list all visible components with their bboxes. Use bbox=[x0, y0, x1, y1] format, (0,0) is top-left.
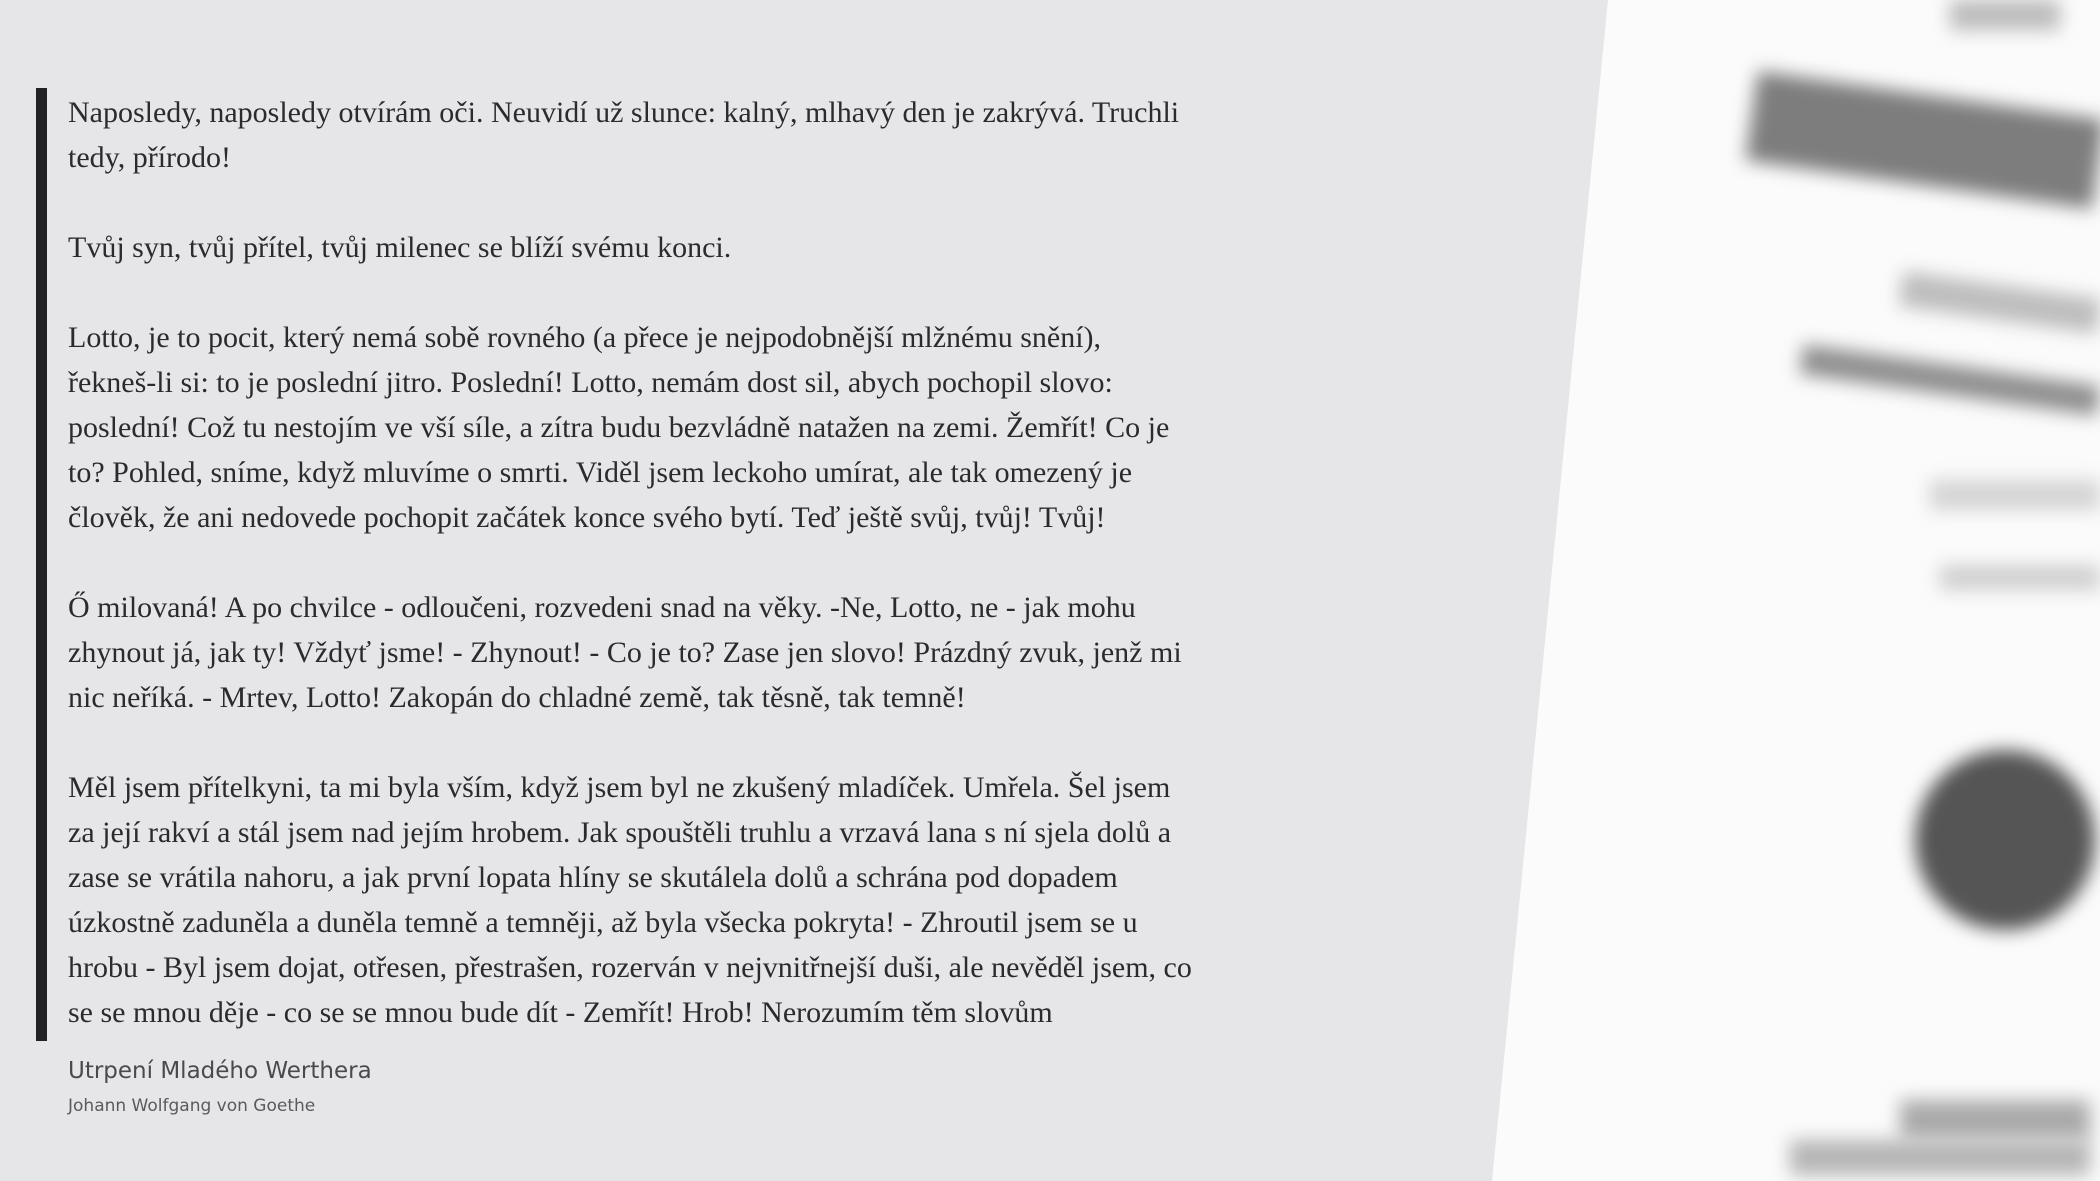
quote-line: se se mnou děje - co se se mnou bude dít - Zemřít! Hrob! Nerozumím těm slovům bbox=[68, 996, 1053, 1029]
quote-line: Lotto, je to pocit, který nemá sobě rovného (a přece je nejpodobnější mlžnému snění), bbox=[68, 321, 1102, 354]
quote-line: zase se vrátila nahoru, a jak první lopata hlíny se skutálela dolů a schrána pod dopadem bbox=[68, 861, 1118, 894]
quote-line: to? Pohled, sníme, když mluvíme o smrti. Viděl jsem leckoho umírat, ale tak omezený je bbox=[68, 456, 1133, 489]
quote-line: Ő milovaná! A po chvilce - odloučeni, rozvedeni snad na věky. -Ne, Lotto, ne - jak mohu bbox=[68, 591, 1136, 624]
quote-caption bbox=[68, 1058, 372, 1116]
quote-line: řekneš-li si: to je poslední jitro. Poslední! Lotto, nemám dost sil, abych pochopil slovo: bbox=[68, 366, 1113, 399]
quote-paragraph bbox=[68, 765, 1192, 1035]
quote-paragraph bbox=[68, 90, 1192, 180]
book-title: Utrpení Mladého Werthera bbox=[68, 1058, 372, 1084]
quote-line: tedy, přírodo! bbox=[68, 141, 232, 174]
quote-line: nic neříká. - Mrtev, Lotto! Zakopán do chladné země, tak těsně, tak temně! bbox=[68, 681, 966, 714]
quote-line: Tvůj syn, tvůj přítel, tvůj milenec se blíží svému konci. bbox=[68, 231, 732, 264]
quote-paragraph bbox=[68, 225, 1192, 270]
quote-line: Měl jsem přítelkyni, ta mi byla vším, když jsem byl ne zkušený mladíček. Umřela. Šel jsem bbox=[68, 771, 1171, 804]
quote-paragraph bbox=[68, 585, 1192, 720]
quote-line: člověk, že ani nedovede pochopit začátek konce svého bytí. Teď ještě svůj, tvůj! Tvůj! bbox=[68, 501, 1106, 534]
quote-line: hrobu - Byl jsem dojat, otřesen, přestrašen, rozerván v nejvnitřnejší duši, ale nevěděl jsem, co bbox=[68, 951, 1192, 984]
quote-line: úzkostně zaduněla a duněla temně a temněji, až byla všecka pokryta! - Zhroutil jsem se u bbox=[68, 906, 1138, 939]
quote-paragraph bbox=[68, 315, 1192, 540]
quote-line: za její rakví a stál jsem nad jejím hrobem. Jak spouštěli truhlu a vrzavá lana s ní sjela dolů a bbox=[68, 816, 1172, 849]
quote-line: poslední! Což tu nestojím ve vší síle, a zítra budu bezvládně natažen na zemi. Žemřít! Co je bbox=[68, 411, 1170, 444]
quote-block bbox=[36, 88, 1192, 1041]
book-author: Johann Wolfgang von Goethe bbox=[68, 1096, 316, 1116]
quote-line: Naposledy, naposledy otvírám oči. Neuvidí už slunce: kalný, mlhavý den je zakrývá. Truchli bbox=[68, 96, 1180, 129]
quote-line: zhynout já, jak ty! Vždyť jsme! - Zhynout! - Co je to? Zase jen slovo! Prázdný zvuk, jenž mi bbox=[68, 636, 1182, 669]
